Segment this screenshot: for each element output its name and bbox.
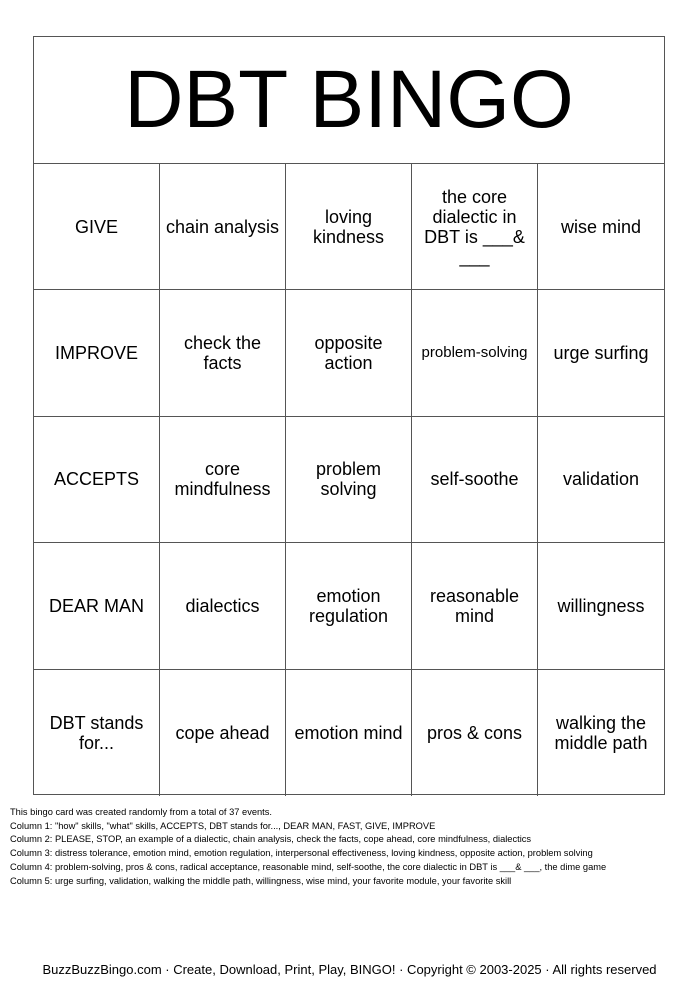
bingo-cell: problem solving <box>286 417 412 543</box>
bingo-cell: emotion regulation <box>286 543 412 669</box>
bingo-cell: dialectics <box>160 543 286 669</box>
bingo-cell: chain analysis <box>160 164 286 290</box>
bingo-card <box>33 36 665 795</box>
bingo-cell: willingness <box>538 543 664 669</box>
bingo-cell: urge surfing <box>538 290 664 416</box>
bingo-cell: IMPROVE <box>34 290 160 416</box>
bingo-cell: check the facts <box>160 290 286 416</box>
note-line: Column 4: problem-solving, pros & cons, radical acceptance, reasonable mind, self-soothe, the core dialectic in DBT is ___& ___, the dime game <box>10 861 607 872</box>
note-line: Column 2: PLEASE, STOP, an example of a dialectic, chain analysis, check the facts, cope ahead, core mindfulness, dialectics <box>10 834 532 845</box>
bingo-cell: reasonable mind <box>412 543 538 669</box>
bingo-cell: wise mind <box>538 164 664 290</box>
bingo-cell: walking the middle path <box>554 712 648 753</box>
bingo-cell: self-soothe <box>412 417 538 543</box>
bingo-cell: loving kindness <box>286 164 412 290</box>
bingo-cell: core mindfulness <box>160 417 286 543</box>
bingo-grid <box>34 164 664 796</box>
bingo-cell: DEAR MAN <box>34 543 160 669</box>
bingo-cell: validation <box>538 417 664 543</box>
bingo-cell: pros & cons <box>412 670 538 796</box>
bingo-cell: opposite action <box>286 290 412 416</box>
card-notes <box>10 806 690 888</box>
bingo-cell: GIVE <box>34 164 160 290</box>
bingo-cell: ACCEPTS <box>34 417 160 543</box>
note-line: This bingo card was created randomly from a total of 37 events. <box>10 807 272 817</box>
card-title: DBT BINGO <box>34 37 664 164</box>
bingo-cell: the core dialectic in DBT is ___& ___ <box>412 164 538 290</box>
note-line: Column 3: distress tolerance, emotion mind, emotion regulation, interpersonal effectiveness, loving kindness, opposite action, problem solving <box>10 848 593 859</box>
bingo-cell: emotion mind <box>286 670 412 796</box>
note-line: Column 1: "how" skills, "what" skills, ACCEPTS, DBT stands for..., DEAR MAN, FAST, GIVE, IMPROVE <box>10 820 436 831</box>
bingo-cell: problem-solving <box>412 290 538 416</box>
bingo-cell: cope ahead <box>160 670 286 796</box>
footer-copyright: BuzzBuzzBingo.com · Create, Download, Print, Play, BINGO! · Copyright © 2003-2025 · All rights reserved <box>42 962 657 977</box>
bingo-cell: DBT stands for... <box>34 670 160 796</box>
note-line: Column 5: urge surfing, validation, walking the middle path, willingness, wise mind, your favorite module, your favorite skill <box>10 875 512 886</box>
